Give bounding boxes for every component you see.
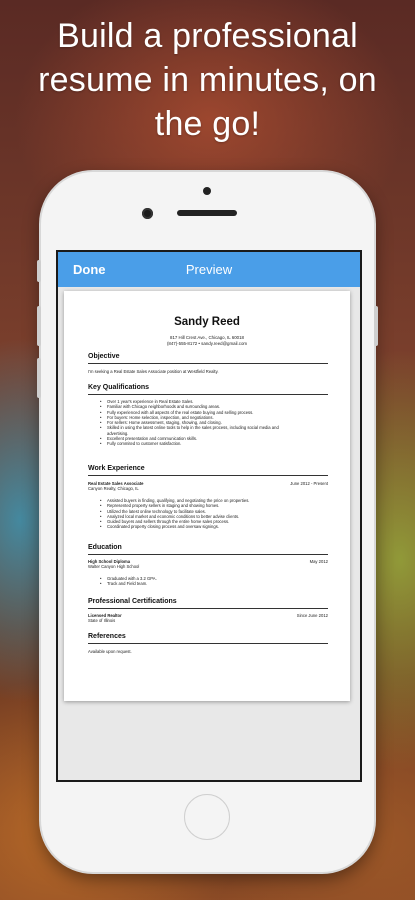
resume-name: Sandy Reed (174, 316, 240, 328)
section-title-education: Education (88, 544, 122, 551)
certification-name: Licensed Realtor (88, 613, 122, 618)
phone-volume-up-button (37, 306, 41, 346)
section-divider (88, 554, 328, 555)
nav-title: Preview (185, 262, 233, 277)
certification-issuer: State of Illinois (88, 618, 116, 623)
list-item: • Skilled in using the latest online tools to help in the sales process, including social media and (100, 425, 279, 430)
experience-role: Real Estate Sales Associate (88, 481, 144, 486)
list-item: • Coordinated property closing process and oversaw signings. (100, 524, 249, 529)
education-date: May 2012 (309, 559, 328, 564)
promo-headline: Build a professional resume in minutes, on the go! (38, 17, 377, 143)
list-item: • For buyers: Home selection, inspection, and negotiations. (100, 415, 279, 420)
list-item: • Familiar with Chicago neighborhoods and surrounding areas. (100, 404, 279, 409)
section-divider (88, 643, 328, 644)
objective-text: I'm seeking a Real Estate Sales Associate position at Westfield Realty. (88, 369, 219, 374)
navigation-bar (58, 252, 360, 287)
list-item: • Over 1 year's experience in Real Estate Sales. (100, 399, 279, 404)
references-text: Available upon request. (88, 649, 132, 654)
section-title-objective: Objective (88, 353, 120, 360)
front-camera (142, 208, 153, 219)
section-divider (88, 394, 328, 395)
education-list (100, 576, 157, 587)
section-divider (88, 363, 328, 364)
done-button[interactable]: Done (73, 262, 106, 277)
education-school: Walter Canyon High School (88, 564, 140, 569)
phone-volume-down-button (37, 358, 41, 398)
experience-dates: June 2012 - Present (290, 481, 328, 486)
qualifications-list (100, 399, 279, 447)
list-item: • Fully experienced with all aspects of the real estate buying and selling process. (100, 410, 279, 415)
list-item: • Excellent presentation and communication skills. (100, 436, 279, 441)
resume-address: 817 Hill Crest Ave., Chicago, IL 60018 (170, 335, 244, 340)
phone-frame (41, 172, 374, 872)
section-divider (88, 475, 328, 476)
resume-document (64, 291, 350, 701)
phone-power-button (374, 306, 378, 346)
resume-contact: (847)-555-8172 • sandy.reed@gmail.com (166, 341, 248, 346)
experience-company: Canyon Realty, Chicago, IL (88, 486, 139, 491)
education-degree: High School Diploma (88, 559, 131, 564)
proximity-sensor (203, 187, 211, 195)
section-title-certifications: Professional Certifications (88, 598, 177, 605)
preview-area[interactable] (58, 287, 360, 780)
section-divider (88, 608, 328, 609)
section-title-experience: Work Experience (88, 465, 145, 472)
list-item: • Guided buyers and sellers through the entire home sales process. (100, 519, 249, 524)
list-item: • Assisted buyers in finding, qualifying, and negotiating the price on properties. (100, 498, 249, 503)
certification-date: Since June 2012 (296, 613, 328, 618)
list-item: • Fully commited to customer satisfaction. (100, 441, 279, 446)
list-item: • Represented property sellers in staging and showing homes. (100, 503, 249, 508)
list-item: • Utilized the latest online technology to facilitate sales. (100, 509, 249, 514)
home-button[interactable] (184, 794, 230, 840)
phone-side-button (37, 260, 41, 282)
earpiece-speaker (177, 210, 237, 216)
list-item-continuation: advertising. (107, 430, 129, 436)
experience-list (100, 498, 249, 530)
section-title-references: References (88, 633, 126, 640)
section-title-qualifications: Key Qualifications (88, 384, 150, 391)
list-item: • Graduated with a 3.2 GPA. (100, 576, 157, 581)
phone-screen (56, 250, 362, 782)
list-item: • For sellers: Home assessment, staging, showing, and closing. (100, 420, 279, 425)
list-item: • Analyzed local market and economic conditions to better advise clients. (100, 514, 249, 519)
list-item: • Track and Field team. (100, 581, 157, 586)
